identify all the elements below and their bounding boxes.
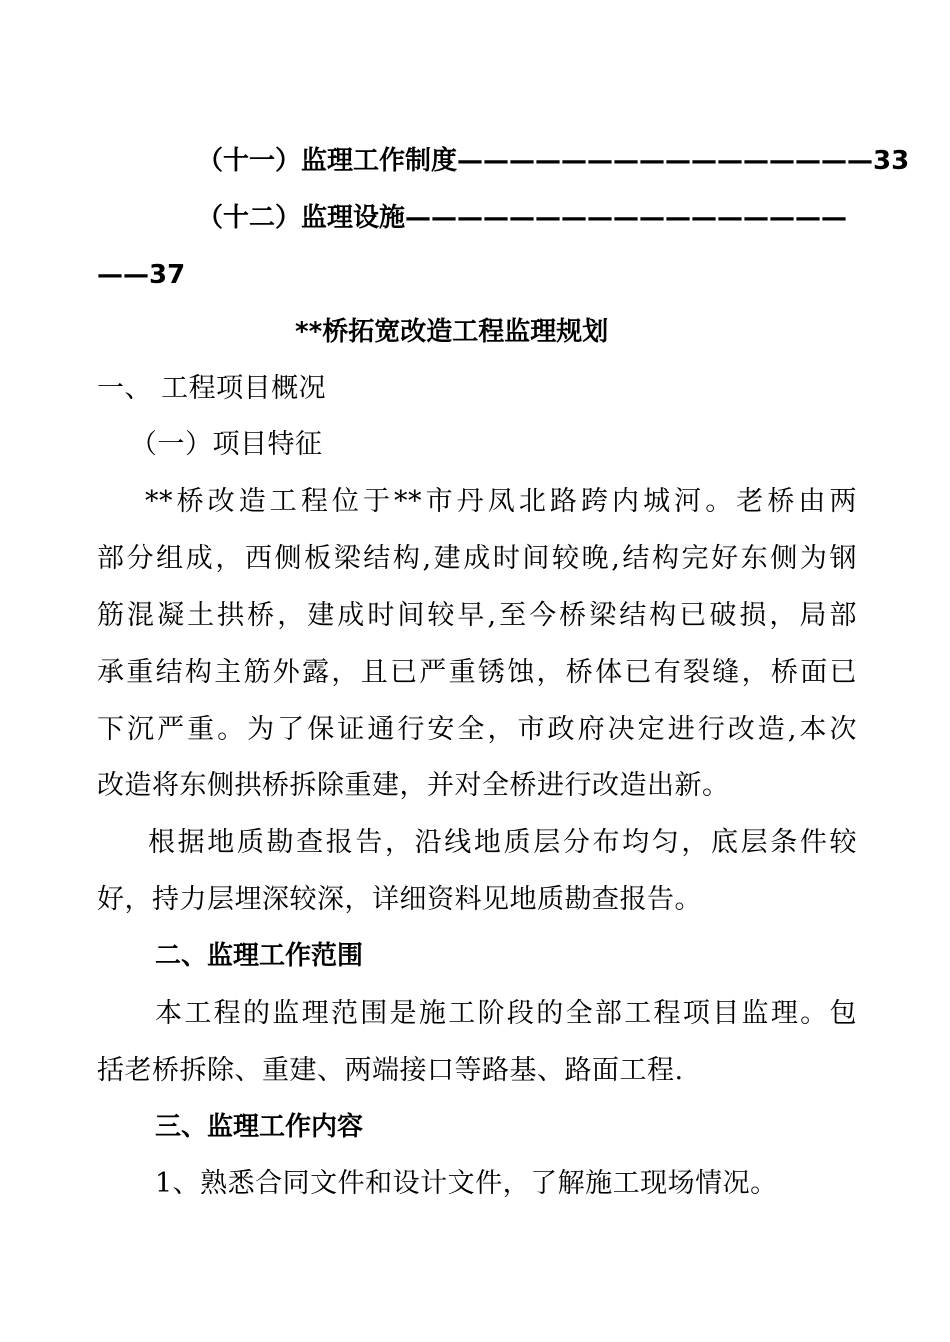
paragraph-line: 承重结构主筋外露，且已严重锈蚀，桥体已有裂缝，桥面已 xyxy=(97,657,857,688)
toc-entry-11: （十一）监理工作制度————————————————33 xyxy=(197,146,910,176)
paragraph-line: 本工程的监理范围是施工阶段的全部工程项目监理。包 xyxy=(155,998,857,1029)
section-3-heading: 三、监理工作内容 xyxy=(155,1112,364,1142)
paragraph-line: 括老桥拆除、重建、两端接口等路基、路面工程. xyxy=(97,1055,684,1086)
section-2-heading: 二、监理工作范围 xyxy=(155,941,364,971)
list-item: 1、熟悉合同文件和设计文件，了解施工现场情况。 xyxy=(155,1168,778,1199)
toc-entry-12-continued: ——37 xyxy=(97,260,186,290)
paragraph-line: 下沉严重。为了保证通行安全，市政府决定进行改造,本次 xyxy=(97,714,857,745)
paragraph-line: **桥改造工程位于**市丹凤北路跨内城河。老桥由两 xyxy=(145,486,857,517)
toc-entry-12: （十二）监理设施————————————————— xyxy=(197,203,848,233)
section-1-subheading: （一）项目特征 xyxy=(130,429,323,460)
paragraph-line: 根据地质勘查报告，沿线地质层分布均匀，底层条件较 xyxy=(148,827,857,858)
paragraph-line: 好，持力层埋深较深，详细资料见地质勘查报告。 xyxy=(97,884,702,915)
paragraph-line: 改造将东侧拱桥拆除重建，并对全桥进行改造出新。 xyxy=(97,770,730,801)
section-1-heading: 一、 工程项目概况 xyxy=(97,373,327,404)
paragraph-line: 部分组成，西侧板梁结构,建成时间较晚,结构完好东侧为钢 xyxy=(97,543,857,574)
document-title: **桥拓宽改造工程监理规划 xyxy=(295,317,609,347)
paragraph-line: 筋混凝土拱桥，建成时间较早,至今桥梁结构已破损，局部 xyxy=(97,600,857,631)
